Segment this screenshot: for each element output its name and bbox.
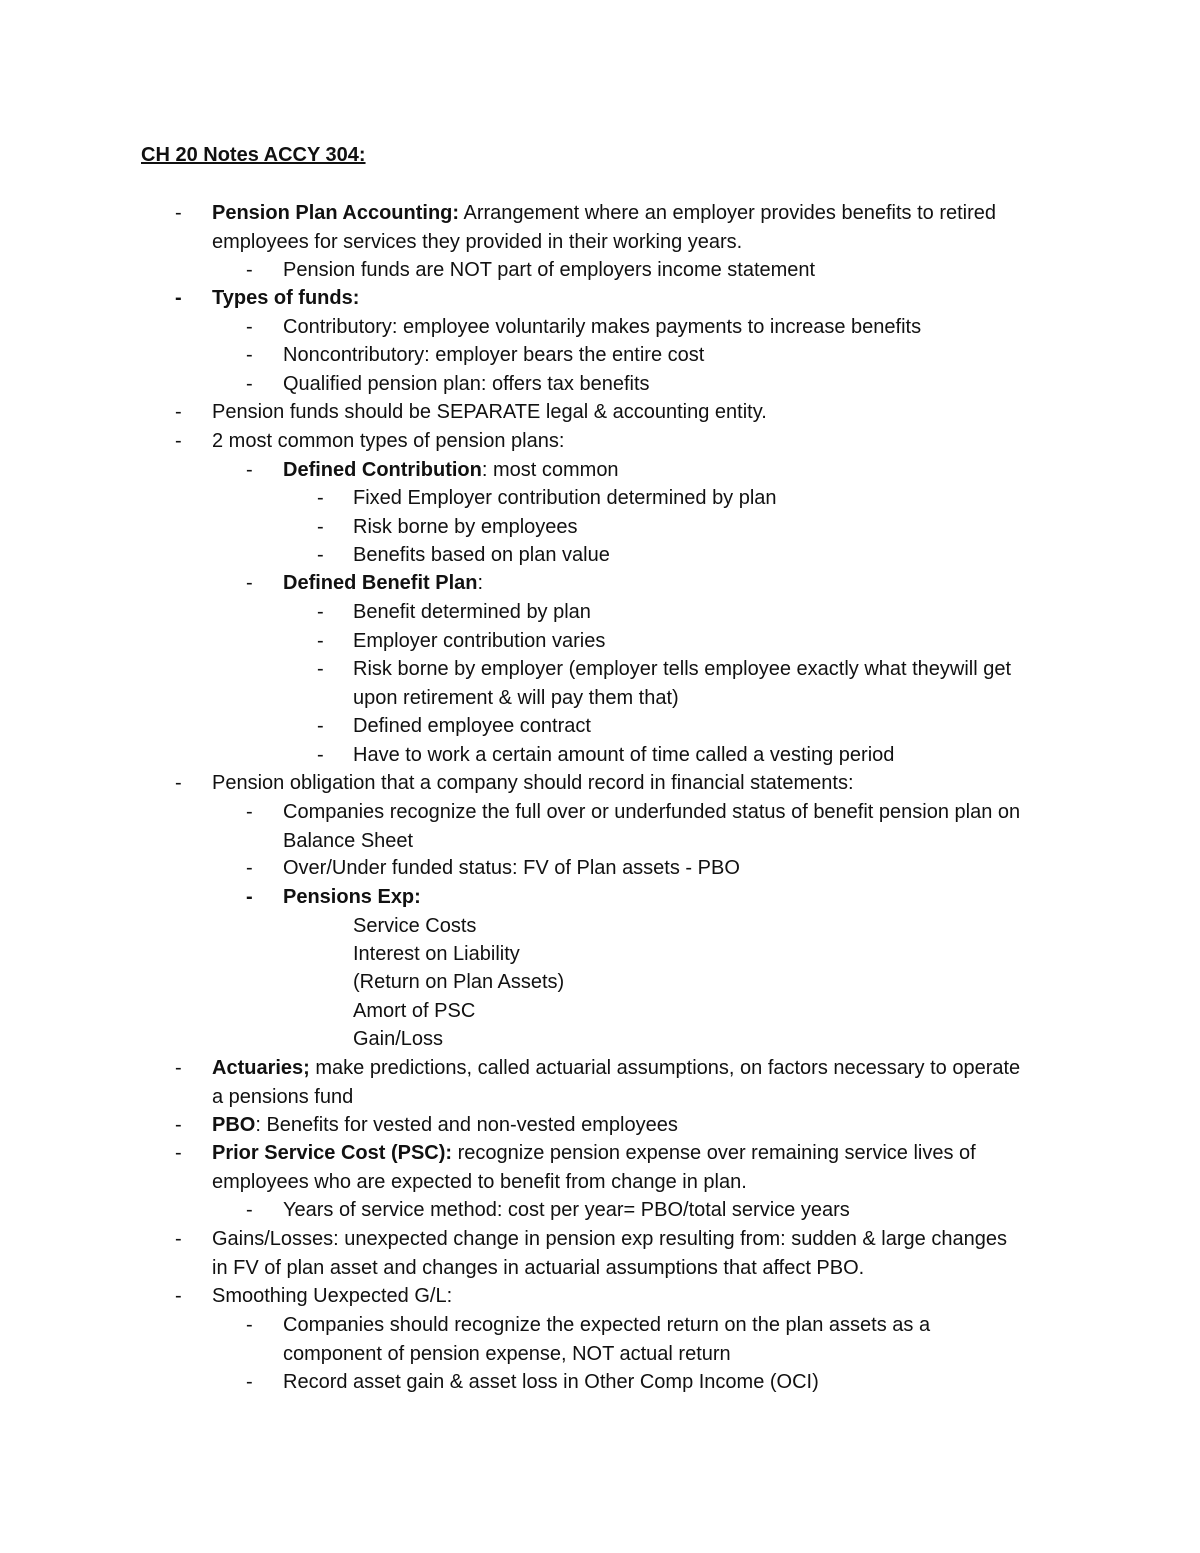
item-text: Contributory: employee voluntarily makes payments to increase benefits (283, 316, 922, 338)
bullet-dash: - (175, 401, 182, 423)
term-prior-service-cost: Prior Service Cost (PSC): (212, 1142, 453, 1164)
bullet-dash: - (246, 1371, 253, 1393)
definition-text: : most common (481, 459, 619, 481)
term-types-of-funds: Types of funds: (212, 287, 360, 309)
bullet-dash: - (246, 857, 253, 879)
item-text: Smoothing Uexpected G/L: (212, 1285, 453, 1307)
bullet-dash: - (317, 715, 324, 737)
item-text: Companies should recognize the expected return on the plan assets as a component of pension expense, NOT actual return (283, 1314, 931, 1365)
item-text: Pension funds should be SEPARATE legal & accounting entity. (212, 401, 767, 423)
bullet-dash: - (246, 259, 253, 281)
item-text: Pension obligation that a company should record in financial statements: (212, 772, 854, 794)
term-actuaries: Actuaries; (212, 1057, 310, 1079)
bullet-dash: - (317, 658, 324, 680)
item-text: Defined employee contract (353, 715, 591, 737)
item-text: Fixed Employer contribution determined by plan (353, 487, 777, 509)
item-text: Employer contribution varies (353, 630, 606, 652)
definition-text: : Benefits for vested and non-vested employees (255, 1114, 678, 1136)
pension-exp-component: Amort of PSC (353, 1000, 476, 1022)
item-text: Benefits based on plan value (353, 544, 610, 566)
pension-exp-component: (Return on Plan Assets) (353, 971, 565, 993)
bullet-dash: - (246, 572, 253, 594)
item-text: Gains/Losses: unexpected change in pension exp resulting from: sudden & large changes in FV of plan asset and changes in actuarial assumptions that affect PBO. (212, 1228, 1007, 1279)
bullet-dash: - (175, 1142, 182, 1164)
item-text: Have to work a certain amount of time called a vesting period (353, 744, 895, 766)
item-text: Risk borne by employer (employer tells employee exactly what theywill get upon retirement & will pay them that) (353, 658, 1012, 709)
bullet-dash: - (175, 202, 182, 224)
item-text: Qualified pension plan: offers tax benefits (283, 373, 650, 395)
bullet-dash: - (246, 459, 253, 481)
bullet-dash: - (246, 801, 253, 823)
bullet-dash: - (317, 544, 324, 566)
page-title: CH 20 Notes ACCY 304: (141, 144, 366, 166)
pension-exp-component: Interest on Liability (353, 943, 520, 965)
bullet-dash: - (246, 886, 253, 908)
term-defined-contribution: Defined Contribution (283, 459, 482, 481)
definition-text: make predictions, called actuarial assumptions, on factors necessary to operate a pensions fund (212, 1057, 1021, 1108)
bullet-dash: - (246, 1199, 253, 1221)
item-text: Noncontributory: employer bears the entire cost (283, 344, 705, 366)
term-defined-benefit-plan: Defined Benefit Plan (283, 572, 478, 594)
term-pension-plan-accounting: Pension Plan Accounting: (212, 202, 460, 224)
item-text: Over/Under funded status: FV of Plan assets - PBO (283, 857, 740, 879)
bullet-dash: - (246, 373, 253, 395)
bullet-dash: - (246, 1314, 253, 1336)
bullet-dash: - (175, 772, 182, 794)
bullet-dash: - (175, 1228, 182, 1250)
item-text: Record asset gain & asset loss in Other Comp Income (OCI) (283, 1371, 819, 1393)
item-text: Years of service method: cost per year= PBO/total service years (283, 1199, 850, 1221)
bullet-dash: - (175, 1114, 182, 1136)
bullet-dash: - (246, 344, 253, 366)
item-text: Companies recognize the full over or underfunded status of benefit pension plan on Balance Sheet (283, 801, 1021, 852)
bullet-dash: - (317, 601, 324, 623)
item-text: Risk borne by employees (353, 516, 578, 538)
bullet-dash: - (175, 287, 182, 309)
definition-text: recognize pension expense over remaining service lives of employees who are expected to benefit from change in plan. (212, 1142, 976, 1193)
term-pbo: PBO (212, 1114, 256, 1136)
term-pensions-exp: Pensions Exp: (283, 886, 421, 908)
bullet-dash: - (175, 430, 182, 452)
pension-exp-component: Service Costs (353, 915, 477, 937)
definition-text: : (477, 572, 484, 594)
item-text: 2 most common types of pension plans: (212, 430, 565, 452)
bullet-dash: - (317, 487, 324, 509)
bullet-dash: - (175, 1285, 182, 1307)
item-text: Pension funds are NOT part of employers income statement (283, 259, 816, 281)
bullet-dash: - (317, 744, 324, 766)
item-text: Benefit determined by plan (353, 601, 591, 623)
bullet-dash: - (317, 630, 324, 652)
bullet-dash: - (317, 516, 324, 538)
bullet-dash: - (175, 1057, 182, 1079)
bullet-dash: - (246, 316, 253, 338)
pension-exp-component: Gain/Loss (353, 1028, 444, 1050)
definition-text: Arrangement where an employer provides benefits to retired employees for services they provided in their working years. (212, 202, 997, 253)
